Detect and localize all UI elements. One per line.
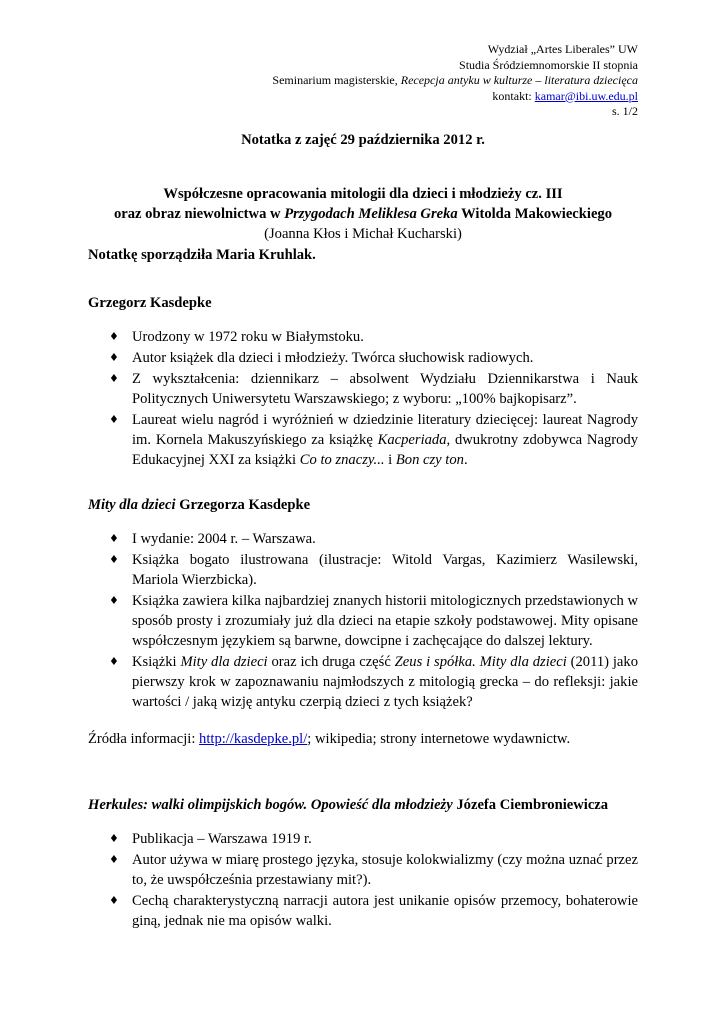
diamond-bullet-icon: ♦ [109,351,119,364]
contact-line: kontakt: kamar@ibi.uw.edu.pl [492,88,638,103]
document-body [88,130,638,932]
list-item: ♦ Książka bogato ilustrowana (ilustracje: Witold Vargas, Kazimierz Wasilewski, Mariola Wierzbicka). [109,552,638,588]
sources-line: Źródła informacji: http://kasdepke.pl/; wikipedia; strony internetowe wydawnictw. [88,731,571,747]
diamond-bullet-icon: ♦ [109,413,119,426]
contact-email-link[interactable]: kamar@ibi.uw.edu.pl [534,88,638,103]
main-title-line-1: Współczesne opracowania mitologii dla dzieci i młodzieży cz. III [163,186,563,202]
diamond-bullet-icon: ♦ [109,832,119,845]
list-item: ♦ Publikacja – Warszawa 1919 r. [109,831,312,847]
diamond-bullet-icon: ♦ [109,330,119,343]
page-header [272,42,638,120]
diamond-bullet-icon: ♦ [109,894,119,907]
list-item: ♦ Książki Mity dla dzieci oraz ich druga część Zeus i spółka. Mity dla dzieci (2011) jako pierwszy krok w zapoznawaniu najmłodszych z mitologią grecka – do refleksji: jakie wartości / jaką wizję antyku czerpią dzieci z tych książek? [109,654,638,710]
herkules-bullet-list [88,829,638,931]
diamond-bullet-icon: ♦ [109,655,119,668]
list-item: ♦ Autor używa w miarę prostego języka, stosuje kolokwializmy (czy można uznać przez to, że uwspółcześnia przestawiany mit?). [109,852,638,888]
seminar-line: Seminarium magisterskie, Recepcja antyku w kulturze – literatura dziecięca [272,73,638,87]
list-item: ♦ Urodzony w 1972 roku w Białymstoku. [109,329,364,345]
section-title-mity: Mity dla dzieci Grzegorza Kasdepke [88,497,311,513]
kasdepke-website-link[interactable]: http://kasdepke.pl/ [199,731,308,747]
diamond-bullet-icon: ♦ [109,532,119,545]
list-item: ♦ Z wykształcenia: dziennikarz – absolwent Wydziału Dziennikarstwa i Nauk Politycznych Uniwersytetu Warszawskiego; z wyboru: „100% bajkopisarz”. [109,371,638,407]
list-item: ♦ Laureat wielu nagród i wyróżnień w dziedzinie literatury dziecięcej: laureat Nagrody im. Kornela Makuszyńskiego za książkę Kacperiada, dwukrotny zdobywca Nagrody Edukacyjnej XXI za książki Co to znaczy... i Bon czy ton. [109,412,638,468]
diamond-bullet-icon: ♦ [109,853,119,866]
study-program: Studia Śródziemnomorskie II stopnia [459,57,638,72]
note-title: Notatka z zajęć 29 października 2012 r. [241,132,485,148]
kasdepke-bullet-list [88,327,638,470]
note-taker: Notatkę sporządziła Maria Kruhlak. [88,247,316,263]
section-title-kasdepke: Grzegorz Kasdepke [88,295,212,311]
diamond-bullet-icon: ♦ [109,553,119,566]
page-number: s. 1/2 [611,104,638,118]
list-item: ♦ Autor książek dla dzieci i młodzieży. Twórca słuchowisk radiowych. [109,350,534,366]
section-title-herkules: Herkules: walki olimpijskich bogów. Opowieść dla młodzieży Józefa Ciembroniewicza [88,797,609,813]
diamond-bullet-icon: ♦ [109,372,119,385]
list-item: ♦ Cechą charakterystyczną narracji autora jest unikanie opisów przemocy, bohaterowie giną, jednak nie ma opisów walki. [109,893,638,929]
diamond-bullet-icon: ♦ [109,594,119,607]
list-item: ♦ I wydanie: 2004 r. – Warszawa. [109,531,316,547]
seminar-topic: Recepcja antyku w kulturze – literatura dziecięca [400,73,638,87]
main-title-line-2: oraz obraz niewolnictwa w Przygodach Meliklesa Greka Witolda Makowieckiego [113,206,613,222]
presenters: (Joanna Kłos i Michał Kucharski) [264,226,462,242]
mity-bullet-list [88,529,638,712]
faculty-name: Wydział „Artes Liberales” UW [487,42,638,56]
list-item: ♦ Książka zawiera kilka najbardziej znanych historii mitologicznych przedstawionych w sposób prosty i zrozumiały już dla dzieci na etapie szkoły podstawowej. Mity opisane współczesnym językiem są barwne, dowcipne i zachęcające do dalszej lektury. [109,593,638,649]
